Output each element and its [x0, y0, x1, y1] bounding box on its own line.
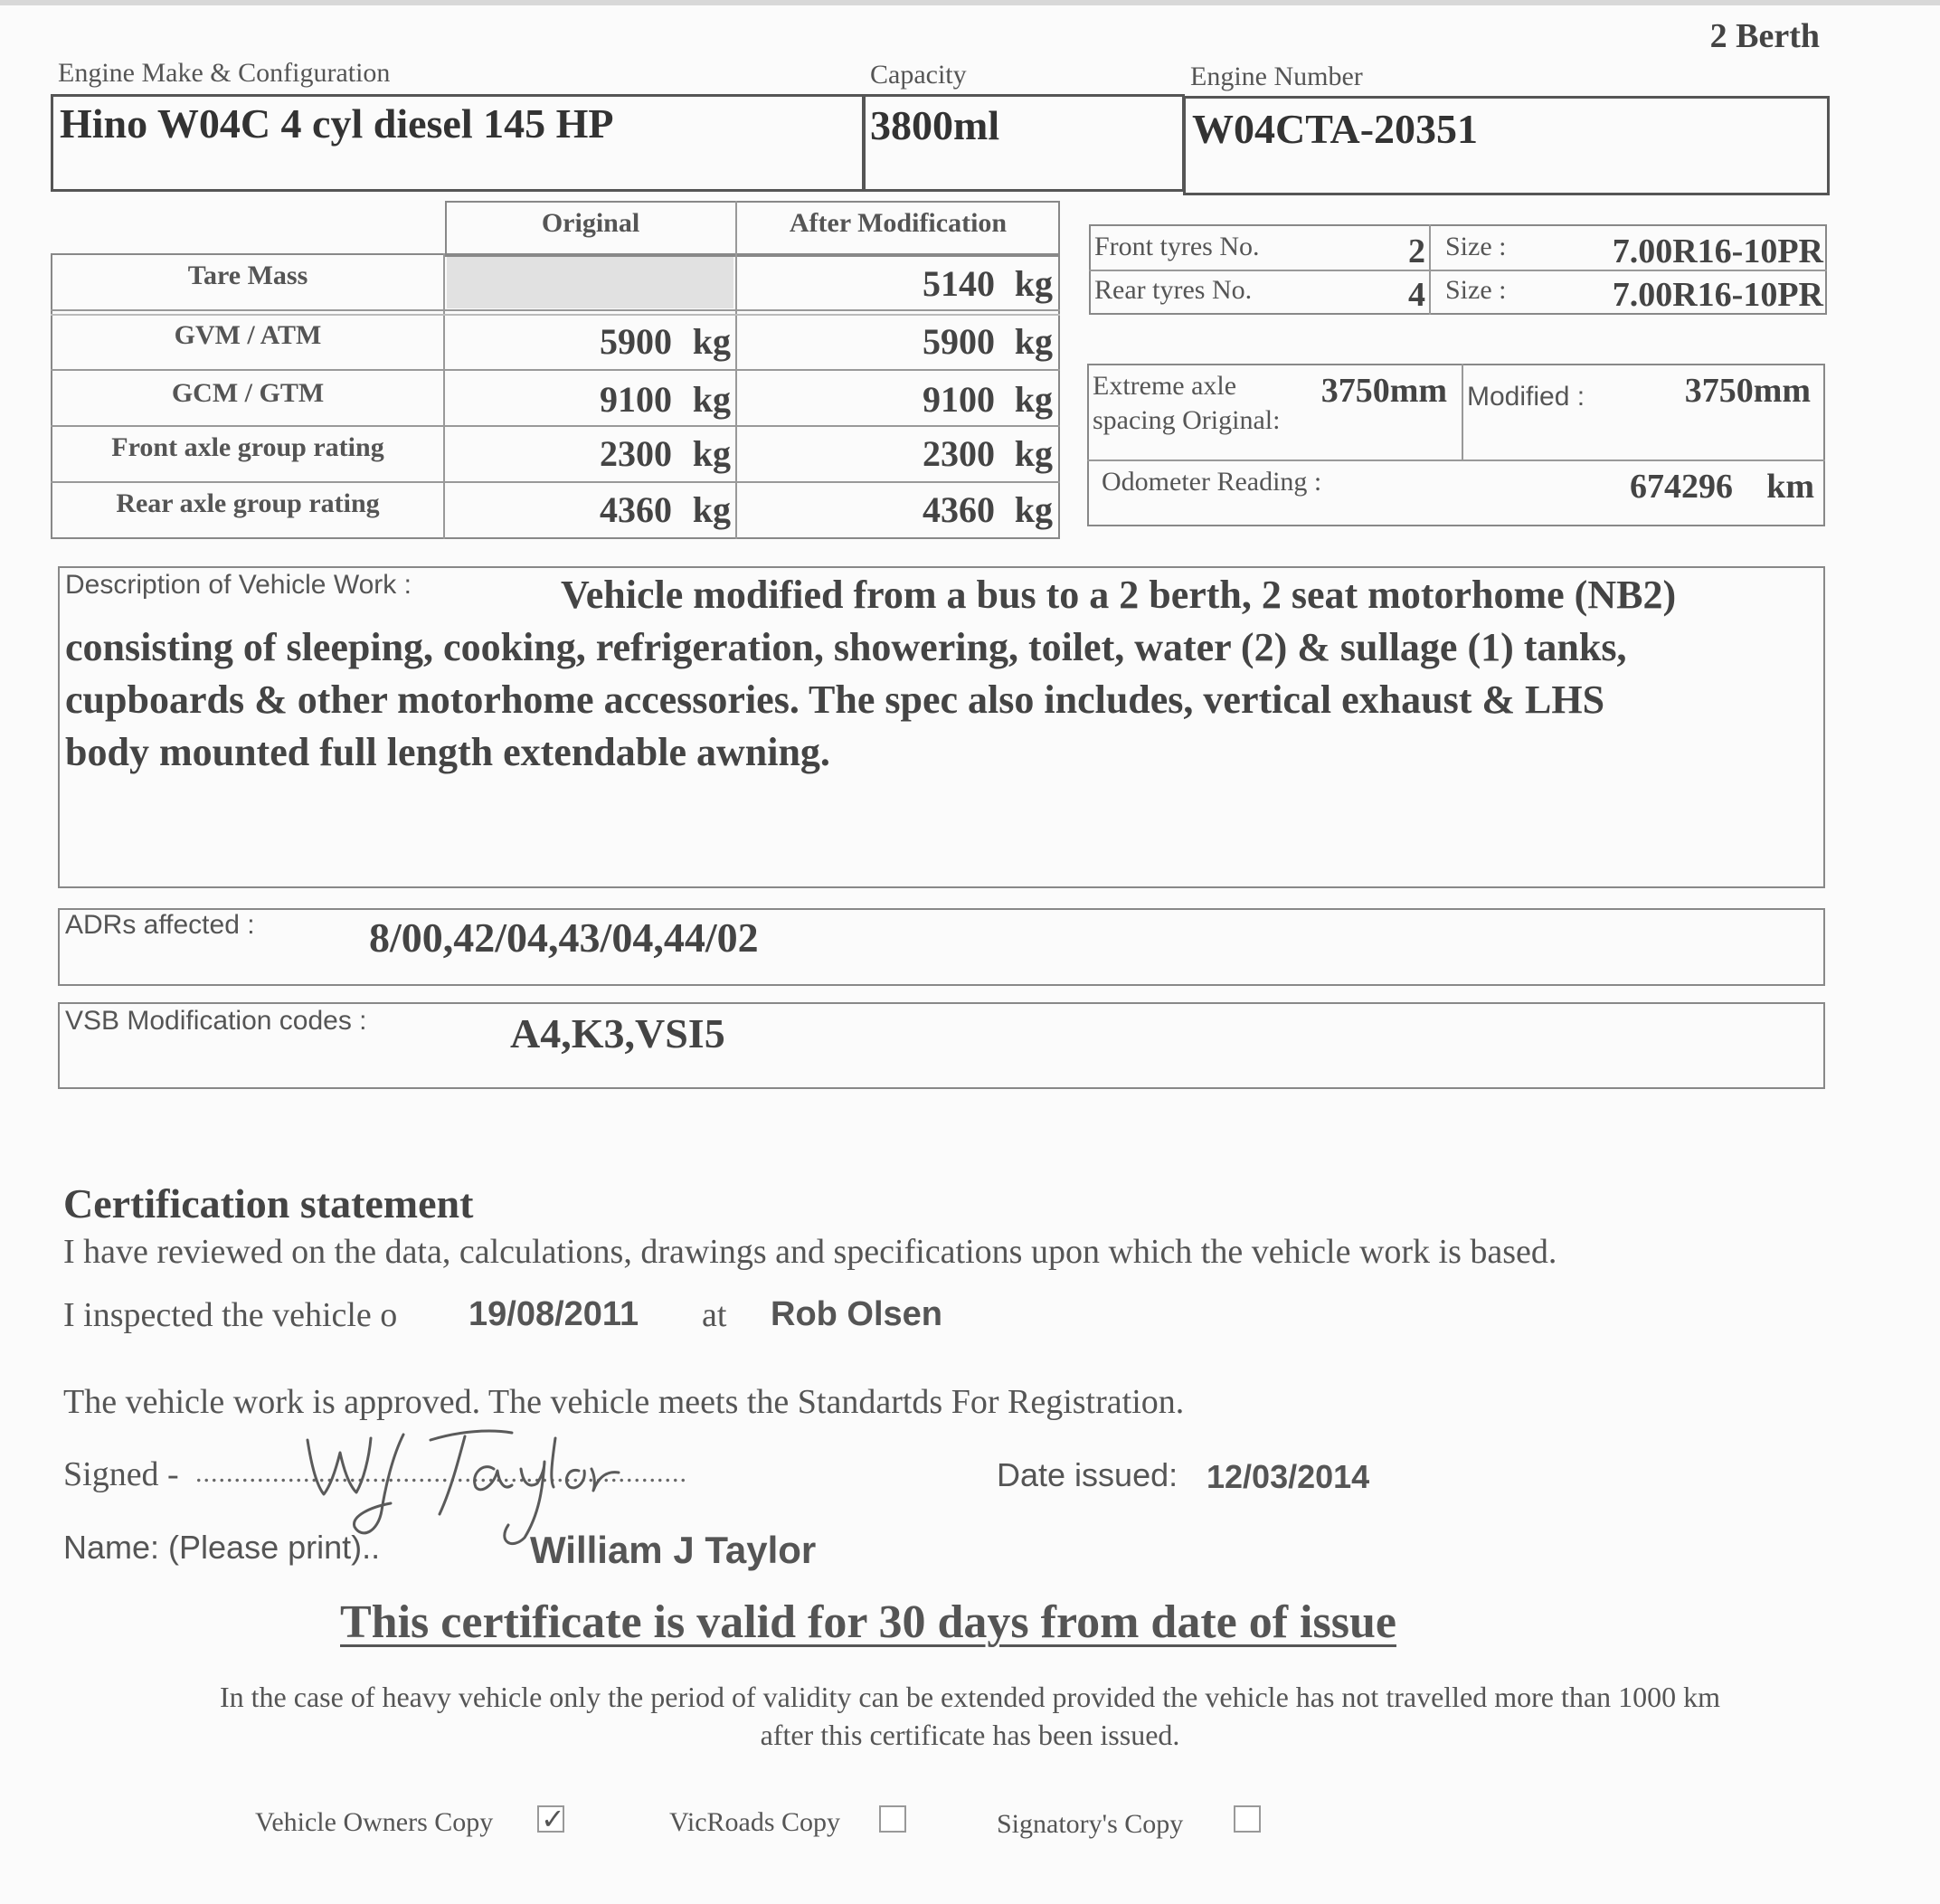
- capacity-label: Capacity: [870, 60, 967, 90]
- name-value: William J Taylor: [530, 1529, 817, 1571]
- axle-original-value: 3750mm: [1320, 372, 1447, 410]
- original-unit: kg: [692, 321, 731, 362]
- engine-number-label: Engine Number: [1190, 62, 1363, 91]
- tare-original-shaded: [447, 257, 733, 308]
- vsb-label: VSB Modification codes :: [65, 1006, 367, 1036]
- original-value: 2300: [600, 433, 672, 474]
- description-line-3: cupboards & other motorhome accessories. The spec also includes, vertical exhaust & LHS: [65, 677, 1605, 722]
- original-unit: kg: [692, 489, 731, 530]
- copy-checkbox-vehicle-owners[interactable]: [537, 1805, 564, 1833]
- capacity-value: 3800ml: [870, 102, 1000, 148]
- after-value: 2300: [923, 433, 995, 474]
- description-line-1: Vehicle modified from a bus to a 2 berth, 2 seat motorhome (NB2): [561, 573, 1677, 617]
- odometer-unit: km: [1766, 468, 1814, 506]
- rear-tyres-no: 4: [1408, 276, 1425, 314]
- top-edge: [0, 0, 1940, 5]
- copy-checkbox-vicroads[interactable]: [879, 1805, 906, 1833]
- axle-label-line1: Extreme axle: [1093, 371, 1237, 401]
- front-size-value: 7.00R16-10PR: [1612, 232, 1823, 270]
- signature-line: ................................................................: [195, 1458, 687, 1488]
- row-label: GVM / ATM: [174, 320, 322, 350]
- copy-checkbox-signatory[interactable]: [1234, 1805, 1261, 1833]
- validity-heading: This certificate is valid for 30 days from date of issue: [340, 1596, 1396, 1648]
- vsb-value: A4,K3,VSI5: [510, 1010, 725, 1056]
- rear-size-label: Size :: [1445, 275, 1507, 305]
- axle-label-line2: spacing Original:: [1093, 405, 1281, 435]
- description-label: Description of Vehicle Work :: [65, 570, 412, 600]
- copy-label-vicroads: VicRoads Copy: [669, 1807, 841, 1837]
- axle-modified-value: 3750mm: [1684, 372, 1811, 410]
- checkmark-icon: ✓: [541, 1803, 565, 1835]
- odometer-value: 674296: [1630, 468, 1733, 506]
- original-unit: kg: [692, 379, 731, 420]
- front-tyres-no: 2: [1408, 232, 1425, 270]
- inspected-at: at: [702, 1296, 727, 1334]
- inspected-prefix: I inspected the vehicle o: [63, 1296, 398, 1334]
- odometer-label: Odometer Reading :: [1102, 467, 1322, 497]
- date-issued-label: Date issued:: [997, 1456, 1178, 1493]
- axle-modified-label: Modified :: [1467, 382, 1585, 412]
- row-label: Rear axle group rating: [116, 488, 380, 518]
- inspected-date: 19/08/2011: [468, 1295, 639, 1333]
- description-line-2: consisting of sleeping, cooking, refrigeration, showering, toilet, water (2) & sullage (1) tanks,: [65, 625, 1627, 669]
- row-label: Tare Mass: [187, 260, 308, 290]
- after-unit: kg: [1014, 489, 1053, 530]
- adrs-box: [58, 908, 1825, 986]
- original-value: 9100: [600, 379, 672, 420]
- original-value: 4360: [600, 489, 672, 530]
- after-unit: kg: [1014, 433, 1053, 474]
- signature-text: [298, 1447, 338, 1457]
- berth-label: 2 Berth: [1709, 17, 1820, 55]
- adrs-label: ADRs affected :: [65, 910, 255, 940]
- original-value: 5900: [600, 321, 672, 362]
- rear-size-value: 7.00R16-10PR: [1612, 276, 1823, 314]
- adrs-value: 8/00,42/04,43/04,44/02: [369, 914, 759, 961]
- name-label: Name: (Please print)..: [63, 1529, 381, 1566]
- certification-heading: Certification statement: [63, 1180, 474, 1227]
- after-unit: kg: [1014, 321, 1053, 362]
- after-value: 9100: [923, 379, 995, 420]
- signed-label: Signed -: [63, 1455, 179, 1493]
- validity-note-line2: after this certificate has been issued.: [760, 1719, 1180, 1751]
- original-unit: kg: [692, 433, 731, 474]
- engine-number-value: W04CTA-20351: [1192, 106, 1479, 152]
- after-value: 5900: [923, 321, 995, 362]
- front-size-label: Size :: [1445, 232, 1507, 261]
- validity-note-line1: In the case of heavy vehicle only the period of validity can be extended provided the vehicle has not travelled more than 1000 km: [220, 1681, 1720, 1713]
- certification-reviewed: I have reviewed on the data, calculations, drawings and specifications upon which the vehicle work is based.: [63, 1233, 1557, 1271]
- inspected-location: Rob Olsen: [771, 1295, 943, 1333]
- after-value: 5140: [923, 263, 995, 304]
- after-unit: kg: [1014, 379, 1053, 420]
- rear-tyres-label: Rear tyres No.: [1094, 275, 1253, 305]
- copy-label-signatory: Signatory's Copy: [997, 1809, 1184, 1839]
- row-label: GCM / GTM: [171, 378, 325, 408]
- engine-make-value: Hino W04C 4 cyl diesel 145 HP: [60, 100, 614, 147]
- approval-statement: The vehicle work is approved. The vehicle meets the Standartds For Registration.: [63, 1383, 1185, 1421]
- engine-make-label: Engine Make & Configuration: [58, 58, 391, 88]
- after-unit: kg: [1014, 263, 1053, 304]
- after-value: 4360: [923, 489, 995, 530]
- front-tyres-label: Front tyres No.: [1094, 232, 1260, 261]
- row-label: Front axle group rating: [111, 432, 384, 462]
- col-after-header: After Modification: [789, 208, 1008, 238]
- date-issued-value: 12/03/2014: [1207, 1458, 1370, 1495]
- col-original-header: Original: [541, 208, 640, 238]
- description-line-4: body mounted full length extendable awning.: [65, 730, 830, 774]
- copy-label-vehicle-owners: Vehicle Owners Copy: [255, 1807, 494, 1837]
